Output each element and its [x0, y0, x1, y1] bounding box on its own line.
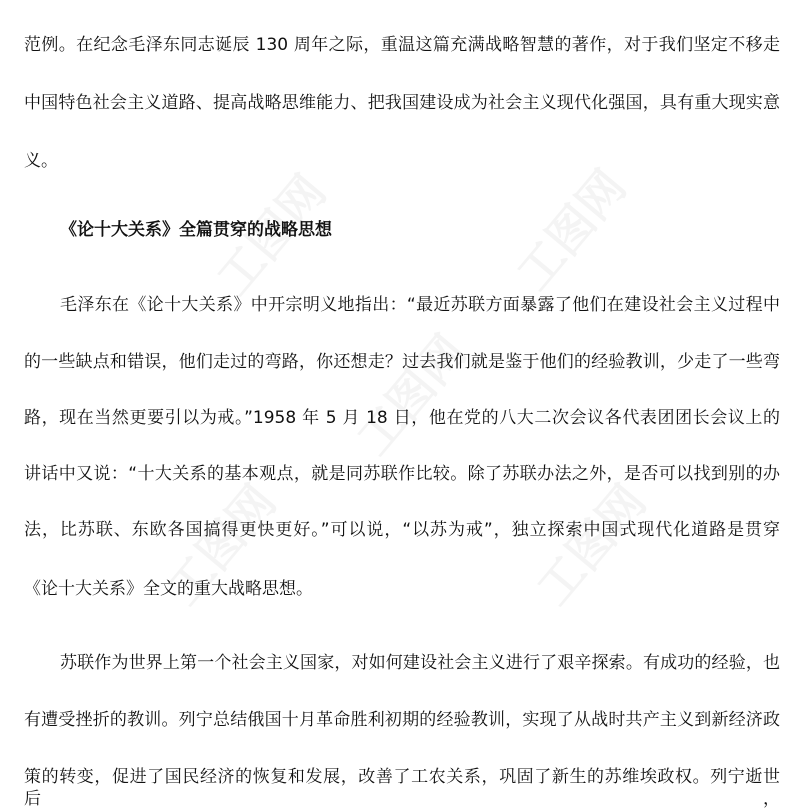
section-heading: 《论十大关系》全篇贯穿的战略思想 — [60, 220, 332, 240]
paragraph-line: 有遭受挫折的教训。列宁总结俄国十月革命胜利初期的经验教训，实现了从战时共产主义到新经济政 — [24, 710, 780, 730]
paragraph-line: 范例。在纪念毛泽东同志诞辰 130 周年之际，重温这篇充满战略智慧的著作，对于我们坚定不移走 — [24, 35, 780, 55]
paragraph-line: 策的转变，促进了国民经济的恢复和发展，改善了工农关系，巩固了新生的苏维埃政权。列宁逝世后， — [24, 767, 780, 809]
paragraph-line: 的一些缺点和错误，他们走过的弯路，你还想走？过去我们就是鉴于他们的经验教训，少走了一些弯 — [24, 352, 780, 372]
paragraph-line: 路，现在当然更要引以为戒。”1958 年 5 月 18 日，他在党的八大二次会议各代表团团长会议上的 — [24, 408, 780, 428]
paragraph-line: 中国特色社会主义道路、提高战略思维能力、把我国建设成为社会主义现代化强国，具有重大现实意 — [24, 93, 780, 113]
watermark-logo — [339, 319, 478, 467]
paragraph-line: 讲话中又说：“十大关系的基本观点，就是同苏联作比较。除了苏联办法之外，是否可以找到别的办 — [24, 464, 780, 484]
paragraph-line: 毛泽东在《论十大关系》中开宗明义地指出：“最近苏联方面暴露了他们在建设社会主义过程中 — [60, 295, 780, 315]
watermark-logo — [499, 154, 638, 302]
paragraph-line: 义。 — [24, 151, 58, 171]
paragraph-line: 《论十大关系》全文的重大战略思想。 — [24, 579, 313, 599]
paragraph-line: 法，比苏联、东欧各国搞得更快更好。”可以说，“以苏为戒”，独立探索中国式现代化道路是贯穿 — [24, 520, 780, 540]
paragraph-line: 苏联作为世界上第一个社会主义国家，对如何建设社会主义进行了艰辛探索。有成功的经验，也 — [60, 653, 780, 673]
